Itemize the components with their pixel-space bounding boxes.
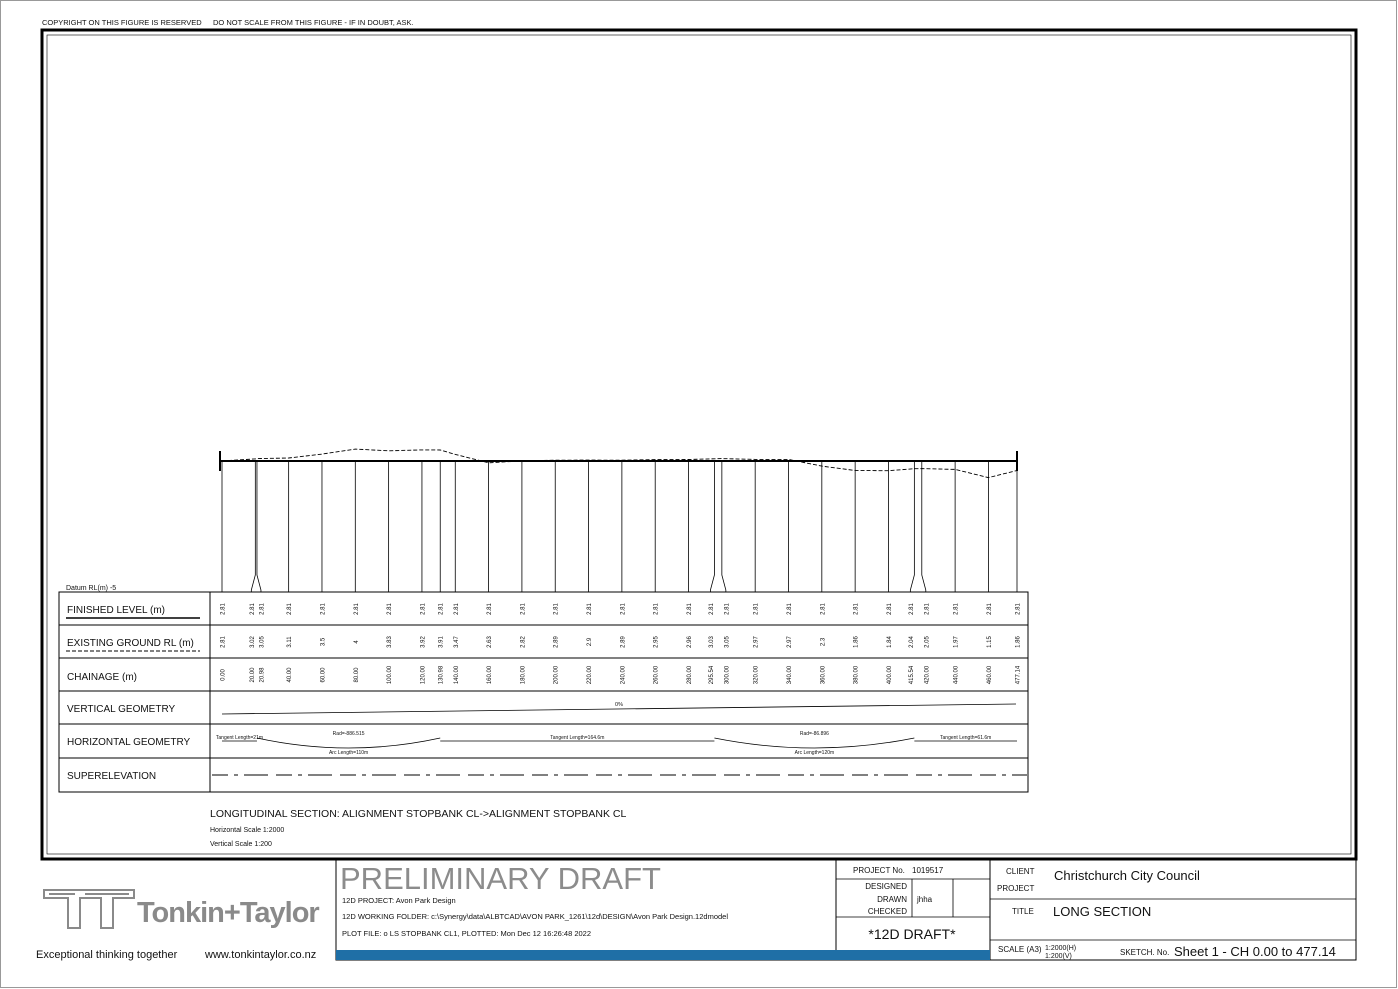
finished-level-value: 2.81: [453, 603, 460, 615]
row-label-superelevation: SUPERELEVATION: [67, 771, 157, 782]
tt-logo-mark: [44, 890, 134, 928]
finished-level-value: 2.81: [287, 603, 294, 615]
client-name: Christchurch City Council: [1054, 868, 1200, 883]
chainage-value: 240.00: [620, 665, 627, 685]
station-line: [251, 461, 255, 592]
chainage-value: 477.14: [1015, 665, 1022, 685]
station-verticals: [222, 461, 1017, 592]
website: www.tonkintaylor.co.nz: [205, 949, 317, 961]
chainage-value: 160.00: [487, 665, 494, 685]
finished-level-value: 2.81: [438, 603, 445, 615]
draft-stamp: *12D DRAFT*: [868, 926, 956, 942]
finished-level-value: 2.81: [787, 603, 794, 615]
existing-ground-value: 1.84: [886, 636, 893, 648]
finished-level-value: 2.81: [620, 603, 627, 615]
designed-label: DESIGNED: [865, 882, 907, 891]
client-label: CLIENT: [1006, 867, 1035, 876]
existing-ground-value: 2.04: [908, 636, 915, 648]
curve-radius-label: Rad=-886.515: [332, 731, 365, 737]
chainage-value: 120.00: [420, 665, 427, 685]
finished-level-value: 2.81: [320, 603, 327, 615]
chainage-value: 180.00: [520, 665, 527, 685]
project-no-label: PROJECT No.: [853, 866, 905, 875]
existing-ground-value: 3.11: [287, 636, 294, 648]
finished-level-value: 2.81: [687, 603, 694, 615]
existing-ground-value: 2.97: [787, 636, 794, 648]
chainage-value: 200.00: [553, 665, 560, 685]
section-title: LONGITUDINAL SECTION: ALIGNMENT STOPBANK CL->ALIGNMENT STOPBANK CL: [210, 808, 627, 820]
existing-ground-value: 2.96: [687, 636, 694, 648]
finished-level-value: 2.81: [724, 603, 731, 615]
chainage-value: 130.98: [438, 665, 445, 685]
horizontal-scale: Horizontal Scale 1:2000: [210, 827, 285, 834]
project-12d: 12D PROJECT: Avon Park Design: [342, 896, 456, 905]
working-folder: 12D WORKING FOLDER: c:\Synergy\data\ALBTCAD\AVON PARK_1261\12d\DESIGN\Avon Park Design.12dmodel: [342, 912, 728, 921]
title-block: [336, 860, 1356, 960]
table-border: [59, 592, 1028, 792]
finished-level-value: 2.81: [420, 603, 427, 615]
existing-ground-value: 2.95: [653, 636, 660, 648]
horizontal-geometry-elements: [216, 731, 1017, 756]
finished-level-value: 2.81: [353, 603, 360, 615]
existing-ground-value: 3.5: [320, 637, 327, 647]
existing-ground-value: 1.97: [953, 636, 960, 648]
existing-ground-value: 3.83: [387, 636, 394, 648]
chainage-value: 400.00: [886, 665, 893, 685]
row-label-chainage: CHAINAGE (m): [67, 672, 137, 683]
vertical-scale: Vertical Scale 1:200: [210, 841, 272, 848]
finished-level-value: 2.81: [520, 603, 527, 615]
finished-level-value: 2.81: [259, 603, 266, 615]
finished-level-value: 2.81: [553, 603, 560, 615]
curve-arc-length-label: Arc Length=110m: [328, 750, 369, 756]
chainage-value: 295.54: [708, 665, 715, 685]
chainage-value: 140.00: [453, 665, 460, 685]
vertical-grade-label: 0%: [615, 702, 623, 708]
existing-ground-value: 3.91: [438, 636, 445, 648]
existing-ground-value: 2.97: [753, 636, 760, 648]
chainage-value: 100.00: [387, 665, 394, 685]
existing-ground-value: 3.05: [259, 636, 266, 648]
row-label-vertical-geometry: VERTICAL GEOMETRY: [67, 704, 176, 715]
chainage-value: 340.00: [787, 665, 794, 685]
existing-ground-value: 2.3: [820, 637, 827, 647]
station-line: [922, 461, 926, 592]
existing-ground-value: 2.82: [520, 636, 527, 648]
existing-ground-value: 3.02: [249, 636, 256, 648]
station-line: [910, 461, 914, 592]
curve-element: [257, 738, 440, 748]
tangent-length-label: Tangent Length=61.6m: [940, 735, 992, 741]
drawn-label: DRAWN: [877, 895, 907, 904]
chainage-value: 60.00: [320, 667, 327, 683]
existing-ground-value: 3.03: [708, 636, 715, 648]
finished-level-value: 2.81: [820, 603, 827, 615]
chainage-value: 260.00: [653, 665, 660, 685]
finished-level-value: 2.81: [487, 603, 494, 615]
sketch-value: Sheet 1 - CH 0.00 to 477.14: [1174, 944, 1336, 959]
finished-level-value: 2.81: [1015, 603, 1022, 615]
existing-ground-value: 1.86: [853, 636, 860, 648]
chainage-value: 20.98: [259, 667, 266, 683]
sketch-label: SKETCH. No.: [1120, 948, 1170, 957]
existing-ground-value: 3.05: [724, 636, 731, 648]
chainage-value: 20.00: [249, 667, 256, 683]
station-line: [710, 461, 714, 592]
finished-level-value: 2.81: [708, 603, 715, 615]
plot-file: PLOT FILE: o LS STOPBANK CL1, PLOTTED: Mon Dec 12 16:26:48 2022: [342, 929, 592, 938]
scale-h: 1:2000(H): [1045, 945, 1077, 952]
chainage-value: 80.00: [353, 667, 360, 683]
finished-level-value: 2.81: [886, 603, 893, 615]
drawing-title: LONG SECTION: [1053, 904, 1152, 919]
chainage-value: 440.00: [953, 665, 960, 685]
chainage-value: 420.00: [924, 665, 931, 685]
profile-plot: [220, 449, 1017, 592]
chainage-value: 415.54: [908, 665, 915, 685]
drawing-inner-frame: [47, 35, 1351, 854]
station-line: [257, 461, 261, 592]
tangent-length-label: Tangent Length=21m: [215, 735, 264, 741]
existing-ground-value: 3.92: [420, 636, 427, 648]
row-label-finished-level: FINISHED LEVEL (m): [67, 605, 165, 616]
brand-name: Tonkin+Taylor: [137, 897, 319, 929]
existing-ground-value: 2.81: [220, 636, 227, 648]
chainage-value: 460.00: [986, 665, 993, 685]
chainage-value: 220.00: [587, 665, 594, 685]
chainage-value: 320.00: [753, 665, 760, 685]
accent-bar: [336, 950, 990, 960]
curve-element: [714, 738, 914, 748]
existing-ground-value: 2.9: [587, 637, 594, 647]
finished-level-value: 2.81: [587, 603, 594, 615]
existing-ground-value: 2.89: [620, 636, 627, 648]
finished-level-value: 2.81: [387, 603, 394, 615]
tonkin-taylor-logo: [44, 890, 319, 929]
finished-level-value: 2.81: [924, 603, 931, 615]
scale-label: SCALE (A3): [998, 945, 1042, 954]
row-label-horizontal-geometry: HORIZONTAL GEOMETRY: [67, 737, 191, 748]
project-label: PROJECT: [997, 884, 1035, 893]
finished-level-value: 2.81: [953, 603, 960, 615]
existing-ground-value: 2.05: [924, 636, 931, 648]
datum-label: Datum RL(m) -5: [66, 585, 117, 592]
chainage-value: 300.00: [724, 665, 731, 685]
chainage-value: 380.00: [853, 665, 860, 685]
preliminary-draft-watermark: PRELIMINARY DRAFT: [340, 861, 661, 896]
chainage-value: 280.00: [687, 665, 694, 685]
tagline: Exceptional thinking together: [36, 949, 178, 961]
existing-ground-value: 2.63: [487, 636, 494, 648]
drawn-value: jhha: [917, 895, 933, 904]
chainage-value: 360.00: [820, 665, 827, 685]
finished-level-value: 2.81: [853, 603, 860, 615]
curve-radius-label: Rad=-86.896: [799, 731, 829, 737]
existing-ground-value: 2.89: [553, 636, 560, 648]
scale-v: 1:200(V): [1045, 953, 1072, 960]
tangent-length-label: Tangent Length=164.6m: [550, 735, 605, 741]
existing-ground-value: 1.15: [986, 636, 993, 648]
row-label-existing-ground: EXISTING GROUND RL (m): [67, 638, 194, 649]
finished-level-value: 2.81: [653, 603, 660, 615]
existing-ground-line: [222, 449, 1017, 478]
scale-note: DO NOT SCALE FROM THIS FIGURE - IF IN DOUBT, ASK.: [213, 18, 414, 27]
project-no-value: 1019517: [912, 866, 944, 875]
finished-level-value: 2.81: [986, 603, 993, 615]
copyright-note: COPYRIGHT ON THIS FIGURE IS RESERVED: [42, 18, 202, 27]
chainage-value: 40.00: [287, 667, 294, 683]
title-label: TITLE: [1012, 907, 1034, 916]
existing-ground-value: 4: [353, 640, 360, 644]
station-line: [722, 461, 726, 592]
chainage-value: 0.00: [220, 669, 227, 681]
section-table: [59, 592, 1028, 792]
finished-level-value: 2.81: [753, 603, 760, 615]
existing-ground-value: 1.86: [1015, 636, 1022, 648]
checked-label: CHECKED: [867, 907, 907, 916]
finished-level-value: 2.81: [220, 603, 227, 615]
existing-ground-value: 3.47: [453, 636, 460, 648]
finished-level-value: 2.81: [249, 603, 256, 615]
curve-arc-length-label: Arc Length=120m: [794, 750, 835, 756]
page-edge: [1, 1, 1397, 988]
station-values: [221, 603, 1022, 685]
finished-level-value: 2.81: [908, 603, 915, 615]
